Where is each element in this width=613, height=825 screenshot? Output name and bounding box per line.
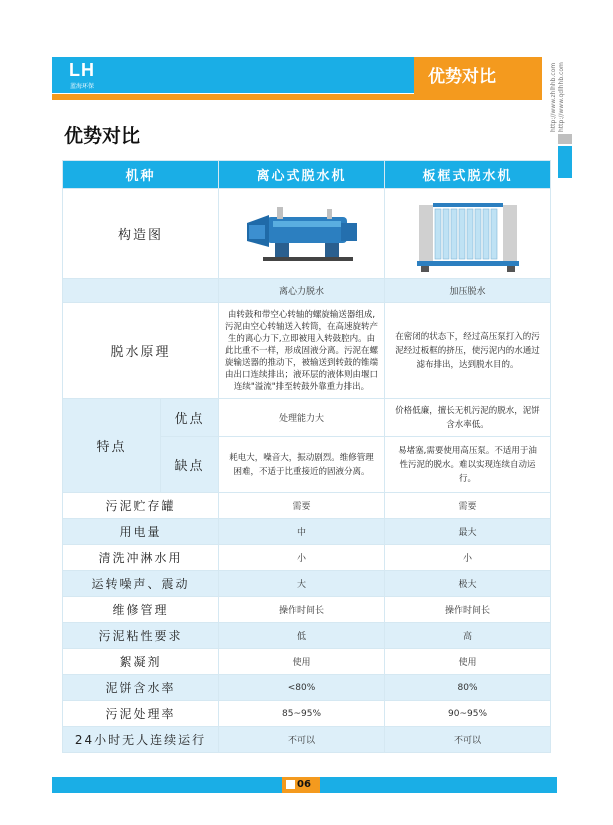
table-row: [63, 597, 551, 623]
page-number: 06: [297, 779, 311, 790]
logo-subtitle: 蓝海环保: [69, 83, 94, 90]
cons-label: 缺点: [161, 437, 219, 493]
row-plate-frame-value: 最大: [385, 519, 551, 545]
structure-label: 构造图: [63, 189, 219, 279]
table-row: [63, 727, 551, 753]
cons-centrifuge: 耗电大，噪音大，振动剧烈。维修管理困难，不适于比重接近的固液分离。: [219, 437, 385, 493]
row-centrifuge-value: 中: [219, 519, 385, 545]
row-centrifuge-value: 需要: [219, 493, 385, 519]
table-row: [63, 545, 551, 571]
section-tab-title: 优势对比: [428, 67, 496, 87]
row-centrifuge-value: 操作时间长: [219, 597, 385, 623]
row-centrifuge-value: 85~95%: [219, 701, 385, 727]
company-logo: [60, 60, 104, 90]
page-square-icon: [286, 780, 295, 789]
row-label: 污泥贮存罐: [63, 493, 219, 519]
row-label: 清洗冲淋水用: [63, 545, 219, 571]
row-label: 污泥处理率: [63, 701, 219, 727]
features-label: 特点: [63, 399, 161, 493]
row-plate-frame-value: 不可以: [385, 727, 551, 753]
plate-frame-illustration: [413, 191, 523, 273]
page-title: 优势对比: [64, 125, 141, 147]
row-plate-frame-value: 极大: [385, 571, 551, 597]
principle-row: [63, 303, 551, 399]
centrifuge-illustration: [237, 193, 367, 271]
table-header-row: [63, 161, 551, 189]
row-label: 24小时无人连续运行: [63, 727, 219, 753]
principle-label: 脱水原理: [63, 303, 219, 399]
row-centrifuge-value: 低: [219, 623, 385, 649]
table-row: [63, 493, 551, 519]
logo-text: LH: [69, 60, 95, 80]
principle-centrifuge: 由转鼓和带空心转轴的螺旋输送器组成,污泥由空心转轴送入转筒，在高速旋转产生的离心力下,立即被甩入转鼓腔内。由此比重不一样，形成固液分离。污泥在螺旋输送器的推动下，被输送到转鼓的锥端由出口连续排出；液环层的液体则由堰口连续"溢流"排至转鼓外靠重力排出。: [219, 303, 385, 399]
pros-plate-frame: 价格低廉，擅长无机污泥的脱水，泥饼含水率低。: [385, 399, 551, 437]
row-centrifuge-value: 使用: [219, 649, 385, 675]
plate-frame-image: [385, 189, 551, 279]
row-label: 泥饼含水率: [63, 675, 219, 701]
header-accent-strip: [52, 94, 414, 100]
header-machine-type: 机种: [63, 161, 219, 189]
row-label: 用电量: [63, 519, 219, 545]
method-plate-frame: 加压脱水: [385, 279, 551, 303]
header-plate-frame: 板框式脱水机: [385, 161, 551, 189]
row-plate-frame-value: 使用: [385, 649, 551, 675]
row-centrifuge-value: 小: [219, 545, 385, 571]
centrifuge-image: [219, 189, 385, 279]
row-label: 污泥粘性要求: [63, 623, 219, 649]
row-plate-frame-value: 小: [385, 545, 551, 571]
row-plate-frame-value: 高: [385, 623, 551, 649]
row-plate-frame-value: 操作时间长: [385, 597, 551, 623]
header-bar: [52, 57, 414, 93]
table-row: [63, 675, 551, 701]
structure-row: [63, 189, 551, 279]
row-centrifuge-value: <80%: [219, 675, 385, 701]
row-centrifuge-value: 不可以: [219, 727, 385, 753]
method-label-empty: [63, 279, 219, 303]
pros-label: 优点: [161, 399, 219, 437]
method-row: [63, 279, 551, 303]
row-centrifuge-value: 大: [219, 571, 385, 597]
spec-rows: [63, 493, 551, 753]
table-row: [63, 649, 551, 675]
side-url: http://www.zhlhhb.com http://www.qdlhhb.com: [550, 62, 565, 132]
table-row: [63, 701, 551, 727]
row-plate-frame-value: 90~95%: [385, 701, 551, 727]
row-plate-frame-value: 80%: [385, 675, 551, 701]
comparison-table: [62, 160, 551, 753]
header-centrifuge: 离心式脱水机: [219, 161, 385, 189]
pros-centrifuge: 处理能力大: [219, 399, 385, 437]
row-plate-frame-value: 需要: [385, 493, 551, 519]
principle-plate-frame: 在密闭的状态下，经过高压泵打入的污泥经过板框的挤压，使污泥内的水通过滤布排出，达到脱水目的。: [385, 303, 551, 399]
table-row: [63, 623, 551, 649]
row-label: 维修管理: [63, 597, 219, 623]
row-label: 絮凝剂: [63, 649, 219, 675]
table-row: [63, 519, 551, 545]
pros-row: [63, 399, 551, 437]
side-marker-blue: [558, 146, 572, 178]
table-row: [63, 571, 551, 597]
row-label: 运转噪声、震动: [63, 571, 219, 597]
cons-plate-frame: 易堵塞,需要使用高压泵。不适用于油性污泥的脱水。难以实现连续自动运行。: [385, 437, 551, 493]
method-centrifuge: 离心力脱水: [219, 279, 385, 303]
side-marker-gray: [558, 134, 572, 144]
